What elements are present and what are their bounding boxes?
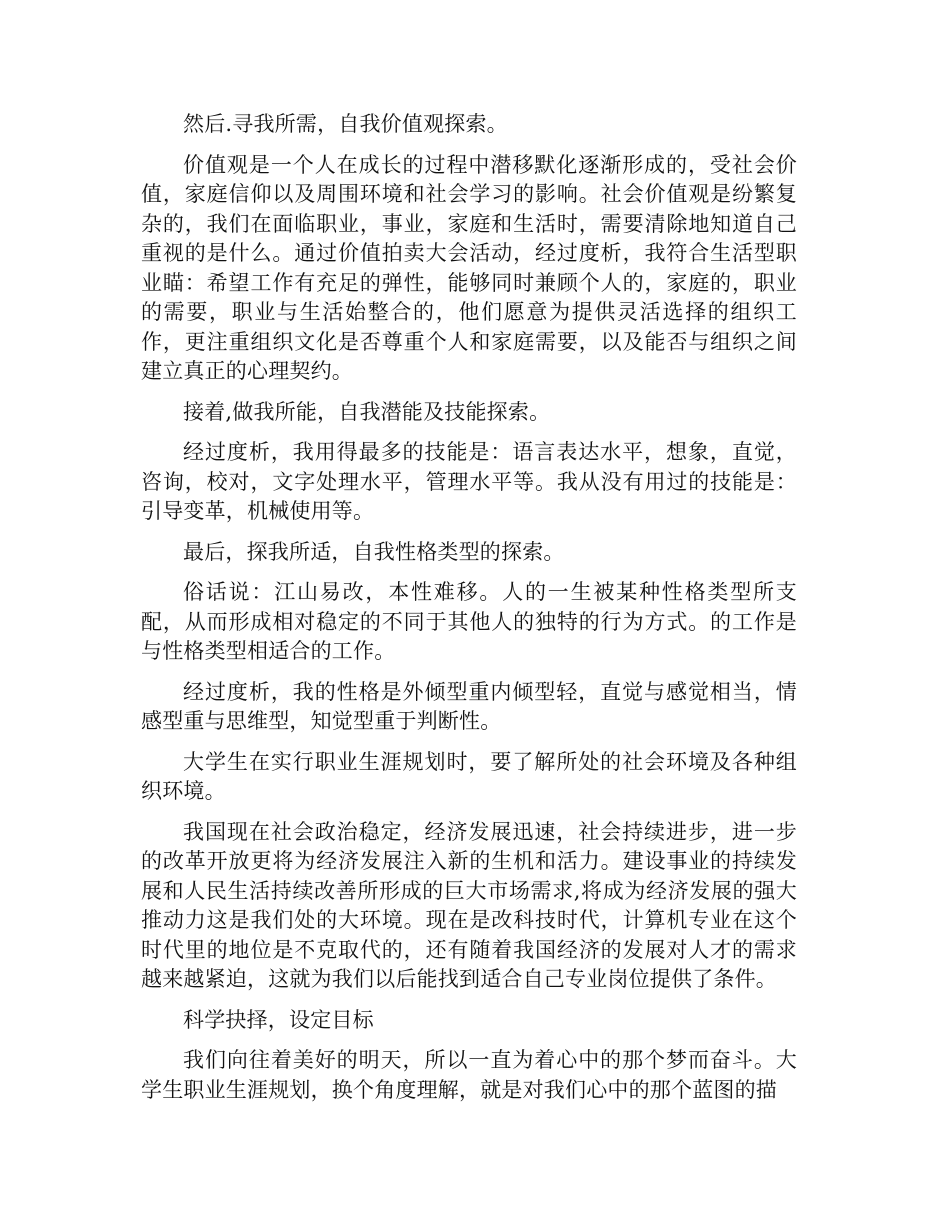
document-page bbox=[141, 110, 797, 1116]
paragraph-5: 最后，探我所适，自我性格类型的探索。 bbox=[183, 539, 565, 564]
paragraph-8: 大学生在实行职业生涯规划时，要了解所处的社会环境及各种组织环境。 bbox=[141, 749, 797, 803]
paragraph-2: 价值观是一个人在成长的过程中潜移默化逐渐形成的，受社会价值，家庭信仰以及周围环境和社会学习的影响。社会价值观是纷繁复杂的，我们在面临职业，事业，家庭和生活时，需要清除地知道自己重视的是什么。通过价值拍卖大会活动，经过度析，我符合生活型职业瞄：希望工作有充足的弹性，能够同时兼顾个人的，家庭的，职业的需要，职业与生活始整合的，他们愿意为提供灵活选择的组织工作，更注重组织文化是否尊重个人和家庭需要，以及能否与组织之间建立真正的心理契约。 bbox=[141, 152, 797, 383]
paragraph-7: 经过度析，我的性格是外倾型重内倾型轻，直觉与感觉相当，情感型重与思维型，知觉型重于判断性。 bbox=[141, 679, 797, 733]
paragraph-6: 俗话说：江山易改，本性难移。人的一生被某种性格类型所支配，从而形成相对稳定的不同于其他人的独特的行为方式。的工作是与性格类型相适合的工作。 bbox=[141, 580, 797, 663]
paragraph-9: 我国现在社会政治稳定，经济发展迅速，社会持续进步，进一步的改革开放更将为经济发展注入新的生机和活力。建设事业的持续发展和人民生活持续改善所形成的巨大市场需求,将成为经济发展的强大推动力这是我们处的大环境。现在是改科技时代，计算机专业在这个时代里的地位是不克取代的，还有随着我国经济的发展对人才的需求越来越紧迫，这就为我们以后能找到适合自己专业岗位提供了条件。 bbox=[141, 819, 797, 991]
paragraph-11: 我们向往着美好的明天，所以一直为着心中的那个梦而奋斗。大学生职业生涯规划，换个角度理解，就是对我们心中的那个蓝图的描 bbox=[141, 1048, 797, 1102]
paragraph-3: 接着,做我所能，自我潜能及技能探索。 bbox=[183, 399, 551, 424]
paragraph-10: 科学抉择，设定目标 bbox=[183, 1007, 374, 1032]
paragraph-4: 经过度析，我用得最多的技能是：语言表达水平，想象，直觉，咨询，校对，文字处理水平，管理水平等。我从没有用过的技能是：引导变革，机械使用等。 bbox=[141, 440, 797, 523]
paragraph-1: 然后.寻我所需，自我价值观探索。 bbox=[183, 112, 508, 136]
